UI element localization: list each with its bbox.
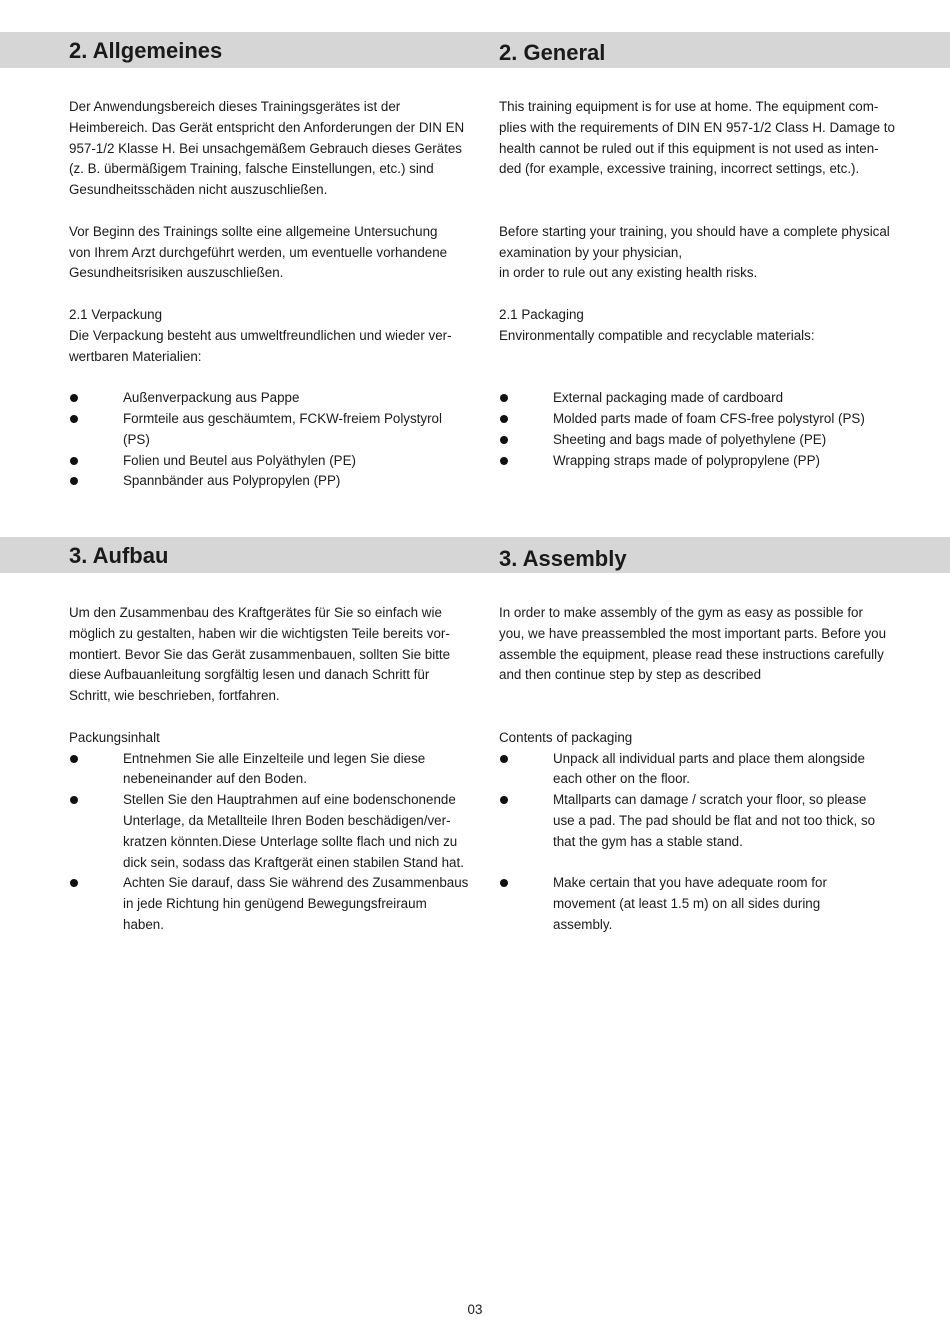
list-item: Folien und Beutel aus Polyäthylen (PE) bbox=[69, 451, 469, 472]
bullet-icon bbox=[70, 879, 78, 887]
packaging-desc-de: Die Verpackung besteht aus umweltfreundlichen und wieder ver- wertbaren Materialien: bbox=[69, 327, 452, 364]
section-3-heading-en: 3. Assembly bbox=[499, 546, 627, 571]
section-2-de-column bbox=[69, 97, 469, 492]
intro-paragraph-en: This training equipment is for use at home. The equipment com- plies with the requirements of DIN EN 957-1/2 Class H. Damage to health cannot be ruled out if this equipment is not used as inten- ded (for example, excessive training, incorrect settings, etc.). bbox=[499, 99, 895, 177]
list-item: Entnehmen Sie alle Einzelteile und legen Sie diese nebeneinander auf den Boden. bbox=[69, 749, 469, 791]
packaging-list-de bbox=[69, 388, 469, 492]
section-2-en-column bbox=[499, 97, 899, 471]
intro-paragraph-en: In order to make assembly of the gym as easy as possible for you, we have preassembled the most important parts. Before you assemble the equipment, please read these instructions carefully and then continue step by step as described bbox=[499, 605, 887, 683]
list-item: Mtallparts can damage / scratch your floor, so please use a pad. The pad should be flat and not too thick, so that the gym has a stable stand. bbox=[499, 790, 899, 852]
exam-paragraph-en: Before starting your training, you should have a complete physical examination by your physician, in order to rule out any existing health risks. bbox=[499, 223, 890, 281]
page-number: 03 bbox=[467, 1302, 483, 1317]
list-item: Unpack all individual parts and place them alongside each other on the floor. bbox=[499, 749, 899, 791]
list-item: External packaging made of cardboard bbox=[499, 388, 899, 409]
contents-list-de bbox=[69, 749, 469, 936]
bullet-icon bbox=[500, 394, 508, 402]
section-2-heading-de: 2. Allgemeines bbox=[69, 38, 223, 63]
section-3-de-column bbox=[69, 603, 469, 936]
bullet-icon bbox=[70, 415, 78, 423]
section-3-en-column bbox=[499, 603, 899, 936]
list-item: Formteile aus geschäumtem, FCKW-freiem Polystyrol (PS) bbox=[69, 409, 469, 451]
bullet-icon bbox=[500, 457, 508, 465]
bullet-icon bbox=[70, 755, 78, 763]
bullet-icon bbox=[500, 436, 508, 444]
bullet-icon bbox=[70, 796, 78, 804]
list-item: Spannbänder aus Polypropylen (PP) bbox=[69, 471, 469, 492]
list-item: Wrapping straps made of polypropylene (PP) bbox=[499, 451, 899, 472]
contents-list-en bbox=[499, 749, 899, 936]
bullet-icon bbox=[500, 796, 508, 804]
list-item: Stellen Sie den Hauptrahmen auf eine bodenschonende Unterlage, da Metallteile Ihren Boden beschädigen/ver- kratzen könnten.Diese Unterlage sollte flach und nich zu dick sein, sodass das Kraftgerät einen stabilen Stand hat. bbox=[69, 790, 469, 873]
intro-paragraph-de: Um den Zusammenbau des Kraftgerätes für Sie so einfach wie möglich zu gestalten, haben wir die wichtigsten Teile bereits vor- montiert. Bevor Sie das Gerät zusammenbauen, sollten Sie bitte diese Aufbauanleitung sorgfältig lesen und danach Schritt für Schritt, wie beschrieben, fortfahren. bbox=[69, 605, 451, 704]
list-item: Außenverpackung aus Pappe bbox=[69, 388, 469, 409]
contents-title-en: Contents of packaging bbox=[499, 729, 633, 745]
bullet-icon bbox=[70, 394, 78, 402]
bullet-icon bbox=[500, 415, 508, 423]
list-item: Molded parts made of foam CFS-free polystyrol (PS) bbox=[499, 409, 899, 430]
packaging-title-de: 2.1 Verpackung bbox=[69, 306, 163, 322]
intro-paragraph-de: Der Anwendungsbereich dieses Trainingsgerätes ist der Heimbereich. Das Gerät entspricht den Anforderungen der DIN EN 957-1/2 Klasse H. Bei unsachgemäßem Gebrauch dieses Gerätes (z. B. übermäßigem Training, falsche Einstellungen, etc.) sind Gesundheitsschäden nicht auszuschließen. bbox=[69, 99, 465, 198]
list-item: Make certain that you have adequate room for movement (at least 1.5 m) on all sides during assembly. bbox=[499, 873, 899, 935]
bullet-icon bbox=[70, 477, 78, 485]
bullet-icon bbox=[500, 755, 508, 763]
bullet-icon bbox=[500, 879, 508, 887]
packaging-title-en: 2.1 Packaging bbox=[499, 306, 584, 322]
section-2-heading-en: 2. General bbox=[499, 40, 606, 65]
section-3-heading-de: 3. Aufbau bbox=[69, 543, 169, 568]
list-item: Achten Sie darauf, dass Sie während des Zusammenbaus in jede Richtung hin genügend Bewegungsfreiraum haben. bbox=[69, 873, 469, 935]
bullet-icon bbox=[70, 457, 78, 465]
packaging-desc-en: Environmentally compatible and recyclable materials: bbox=[499, 327, 815, 343]
packaging-list-en bbox=[499, 388, 899, 471]
contents-title-de: Packungsinhalt bbox=[69, 729, 160, 745]
list-item: Sheeting and bags made of polyethylene (PE) bbox=[499, 430, 899, 451]
exam-paragraph-de: Vor Beginn des Trainings sollte eine allgemeine Untersuchung von Ihrem Arzt durchgeführt werden, um eventuelle vorhandene Gesundheitsrisiken auszuschließen. bbox=[69, 223, 448, 281]
